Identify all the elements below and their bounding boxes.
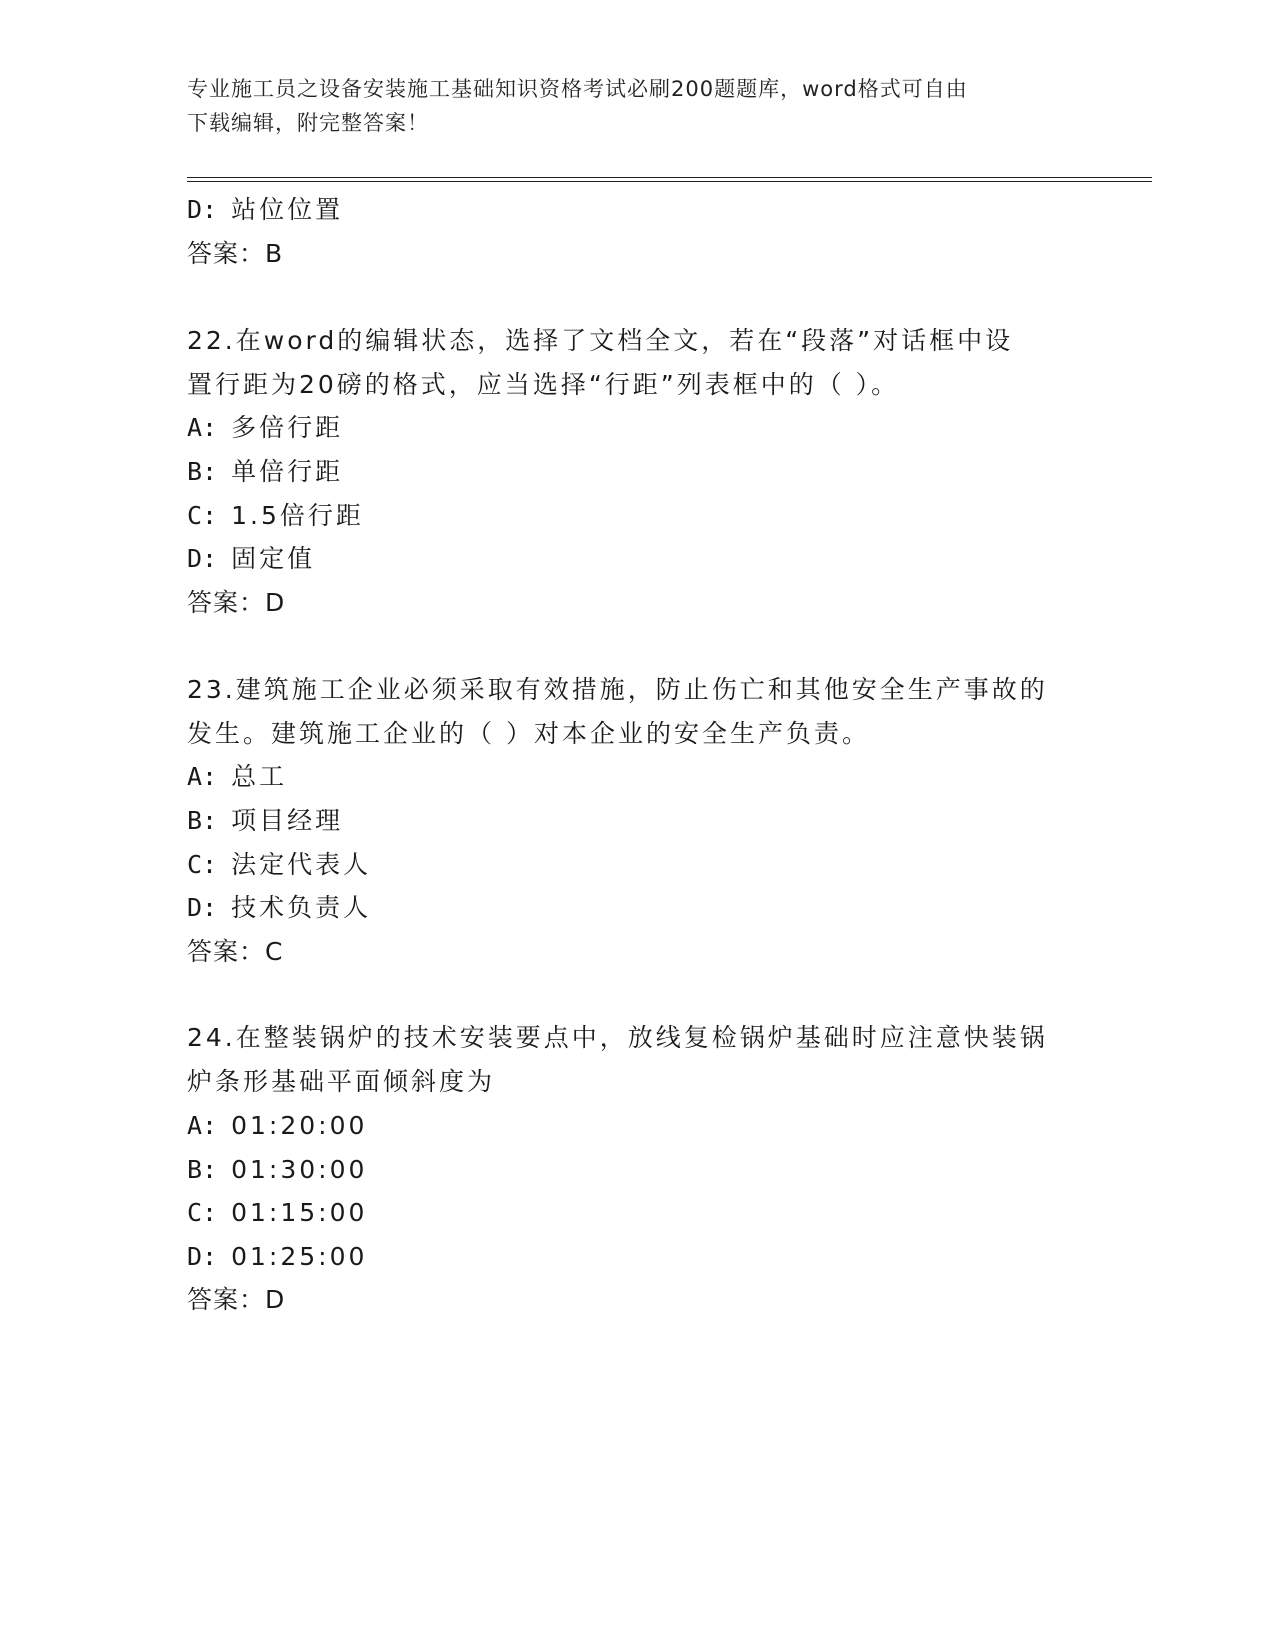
option-label: B: — [187, 457, 218, 486]
option-label: A: — [187, 1111, 218, 1140]
q22-option-c — [187, 501, 364, 531]
q24-option-a — [187, 1111, 367, 1141]
option-text: 01:30:00 — [231, 1155, 368, 1184]
option-text: 技术负责人 — [231, 893, 372, 922]
option-text: 固定值 — [231, 544, 316, 573]
q24-option-d — [187, 1242, 367, 1272]
q24-text-line-1: 24.在整装锅炉的技术安装要点中，放线复检锅炉基础时应注意快装锅 — [187, 1023, 1048, 1052]
option-text: 01:25:00 — [231, 1242, 368, 1271]
q23-option-c — [187, 850, 371, 880]
option-text: 多倍行距 — [231, 413, 344, 442]
option-text: 法定代表人 — [231, 850, 372, 879]
option-label: D: — [187, 1242, 218, 1271]
option-label: B: — [187, 1155, 218, 1184]
q22-option-d — [187, 544, 315, 574]
option-label: C: — [187, 501, 218, 530]
header-divider — [187, 177, 1152, 182]
q23-option-a — [187, 762, 287, 792]
q22-text-line-1: 22.在word的编辑状态，选择了文档全文，若在“段落”对话框中设 — [187, 326, 1014, 355]
option-text: 01:15:00 — [231, 1198, 368, 1227]
option-label: A: — [187, 413, 218, 442]
q23-option-b — [187, 806, 343, 836]
option-text: 项目经理 — [231, 806, 344, 835]
q24-option-b — [187, 1155, 367, 1185]
q23-text-line-2: 发生。建筑施工企业的（ ）对本企业的安全生产负责。 — [187, 719, 870, 748]
option-label: D: — [187, 195, 218, 224]
option-text: 站位位置 — [231, 195, 344, 224]
document-header — [187, 72, 1087, 140]
q24-answer: 答案：D — [187, 1285, 286, 1314]
option-text: 总工 — [231, 762, 288, 791]
header-line-2: 下载编辑，附完整答案！ — [187, 111, 429, 135]
option-text: 1.5倍行距 — [231, 501, 364, 530]
option-label: C: — [187, 850, 218, 879]
prev-answer: 答案：B — [187, 239, 284, 268]
option-label: C: — [187, 1198, 218, 1227]
q24-option-c — [187, 1198, 367, 1228]
option-label: B: — [187, 806, 218, 835]
q23-text-line-1: 23.建筑施工企业必须采取有效措施，防止伤亡和其他安全生产事故的 — [187, 675, 1048, 704]
q24-text-line-2: 炉条形基础平面倾斜度为 — [187, 1067, 496, 1096]
option-label: A: — [187, 762, 218, 791]
option-text: 单倍行距 — [231, 457, 344, 486]
q23-option-d — [187, 893, 371, 923]
header-line-1: 专业施工员之设备安装施工基础知识资格考试必刷200题题库，word格式可自由 — [187, 77, 968, 101]
q22-answer: 答案：D — [187, 588, 286, 617]
option-text: 01:20:00 — [231, 1111, 368, 1140]
q23-answer: 答案：C — [187, 937, 284, 966]
q22-option-b — [187, 457, 343, 487]
option-label: D: — [187, 893, 218, 922]
prev-option-d — [187, 195, 343, 225]
option-label: D: — [187, 544, 218, 573]
q22-text-line-2: 置行距为20磅的格式，应当选择“行距”列表框中的（ ）。 — [187, 370, 900, 399]
q22-option-a — [187, 413, 343, 443]
